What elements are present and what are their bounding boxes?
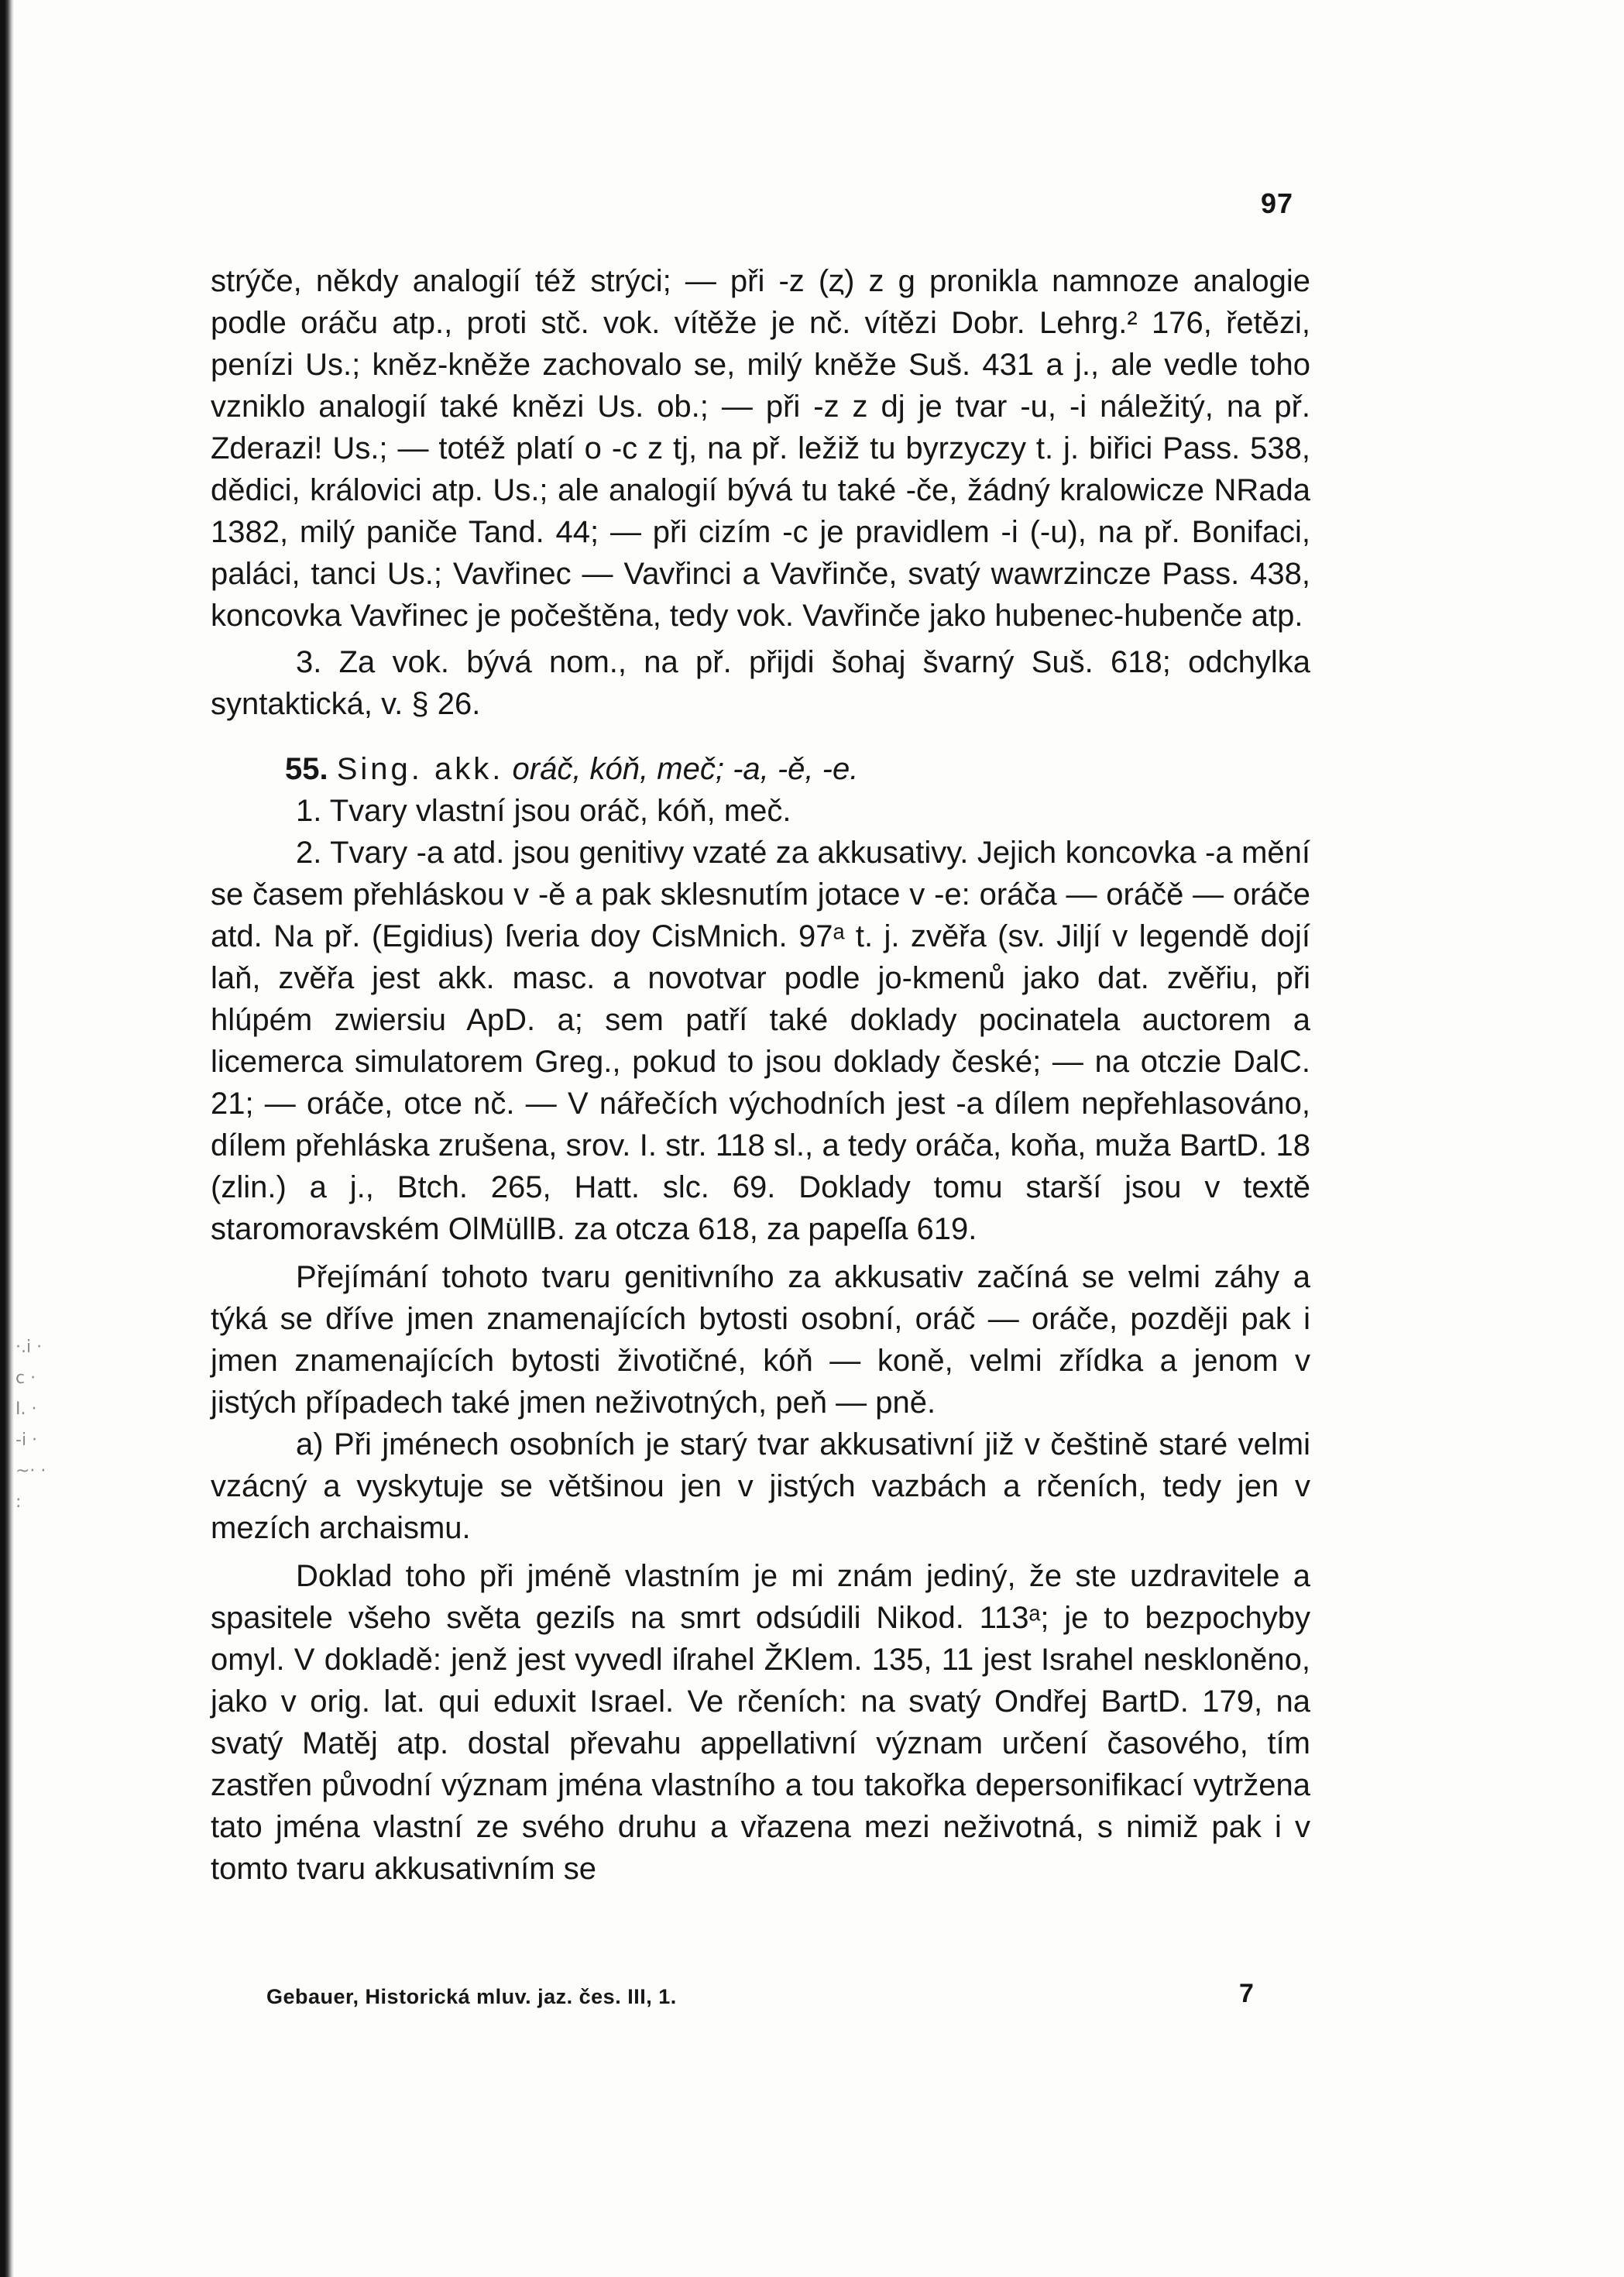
footer-signature-number: 7 (1239, 1979, 1254, 2008)
paragraph-vocative-3: 3. Za vok. bývá nom., na př. přijdi šohaj švarný Suš. 618; odchylka syntaktická, v. § 26. (211, 645, 1310, 721)
paragraph-vocative-continued: strýče, někdy analogií též strýci; — při -z (ȥ) z g pronikla namnoze analogie podle oráču atp., proti stč. vok. vítěže je nč. vítězi Dobr. Lehrg.² 176, řetězi, penízi Us.; kněz-kněže zachovalo se, milý kněže Suš. 431 a j., ale vedle toho vzniklo analogií také knězi Us. ob.; — při -z z dj je tvar -u, -i náležitý, na př. Zderazi! Us.; — totéž platí o -c z tj, na př. ležiž tu byrzyczy t. j. biřici Pass. 538, dědici, královici atp. Us.; ale analogií bývá tu také -če, žádný kralowicze NRada 1382, milý paniče Tand. 44; — při cizím -c je pravidlem -i (-u), na př. Bonifaci, paláci, tanci Us.; Vavřinec — Vavřinci a Vavřinče, svatý wawrzincze Pass. 438, koncovka Vavřinec je počeštěna, tedy vok. Vavřinče jako hubenec-hubenče atp. (211, 264, 1310, 633)
section-heading-55 (211, 748, 1310, 790)
page-binding-edge (0, 0, 14, 2277)
paragraph-akk-2: 2. Tvary -a atd. jsou genitivy vzaté za akkusativy. Jejich koncovka -a mění se časem přehláskou v -ě a pak sklesnutím jotace v -e: oráča — oráčě — oráče atd. Na př. (Egidius) ſveria doy CisMnich. 97ᵃ t. j. zvěřa (sv. Jiljí v legendě dojí laň, zvěřa jest akk. masc. a novotvar podle jo-kmenů jako dat. zvěřiu, při hlúpém zwiersiu ApD. a; sem patří také doklady pocinatela auctorem a licemerca simulatorem Greg., pokud to jsou doklady české; — na otczie DalC. 21; — oráče, otce nč. — V nářečích východních jest -a dílem nepřehlasováno, dílem přehláska zrušena, srov. I. str. 118 sl., a tedy oráča, koňa, muža BartD. 18 (zlin.) a j., Btch. 265, Hatt. slc. 69. Doklady tomu starší jsou v textě staromoravském OlMüllB. za otcza 618, za papeſſa 619. (211, 836, 1310, 1246)
body-text (211, 260, 1310, 1890)
paragraph-genitive-takeover: Přejímání tohoto tvaru genitivního za akkusativ začíná se velmi záhy a týká se dříve jmen znamenajících bytosti osobní, oráč — oráče, později pak i jmen znamenajících bytosti životičné, kóň — koně, velmi zřídka a jenom v jistých případech také jmen neživotných, peň — pně. (211, 1260, 1310, 1420)
paragraph-proper-names: Doklad toho při jméně vlastním je mi znám jediný, že ste uzdravitele a spasitele všeho světa geziſs na smrt odsúdili Nikod. 113ᵃ; je to bezpochyby omyl. V dokladě: jenž jest vyvedl iſrahel ŽKlem. 135, 11 jest Israhel neskloněno, jako v orig. lat. qui eduxit Israel. Ve rčeních: na svatý Ondřej BartD. 179, na svatý Matěj atp. dostal převahu appellativní význam určení časového, tím zastřen původní význam jména vlastního a tou takořka depersonifikací vytržena tato jména vlastní ze svého druhu a vřazena mezi neživotná, s nimiž pak i v tomto tvaru akkusativním se (211, 1559, 1310, 1886)
footer-signature-line: Gebauer, Historická mluv. jaz. čes. III, 1. (266, 1985, 677, 2008)
section-label: Sing. akk. (336, 752, 504, 786)
section-number: 55. (285, 752, 328, 786)
paragraph-akk-1: 1. Tvary vlastní jsou oráč, kóň, meč. (296, 794, 791, 828)
section-forms: oráč, kóň, meč; -a, -ě, -e. (512, 752, 859, 786)
page-number: 97 (1260, 187, 1293, 219)
paragraph-personal-names-a: a) Při jménech osobních je starý tvar akkusativní již v češtině staré velmi vzácný a vyskytuje se většinou jen v jistých vazbách a rčeních, tedy jen v mezích archaismu. (211, 1427, 1310, 1545)
margin-marks: ·.i · c · I. · -i · ~· · : (15, 1338, 46, 1512)
